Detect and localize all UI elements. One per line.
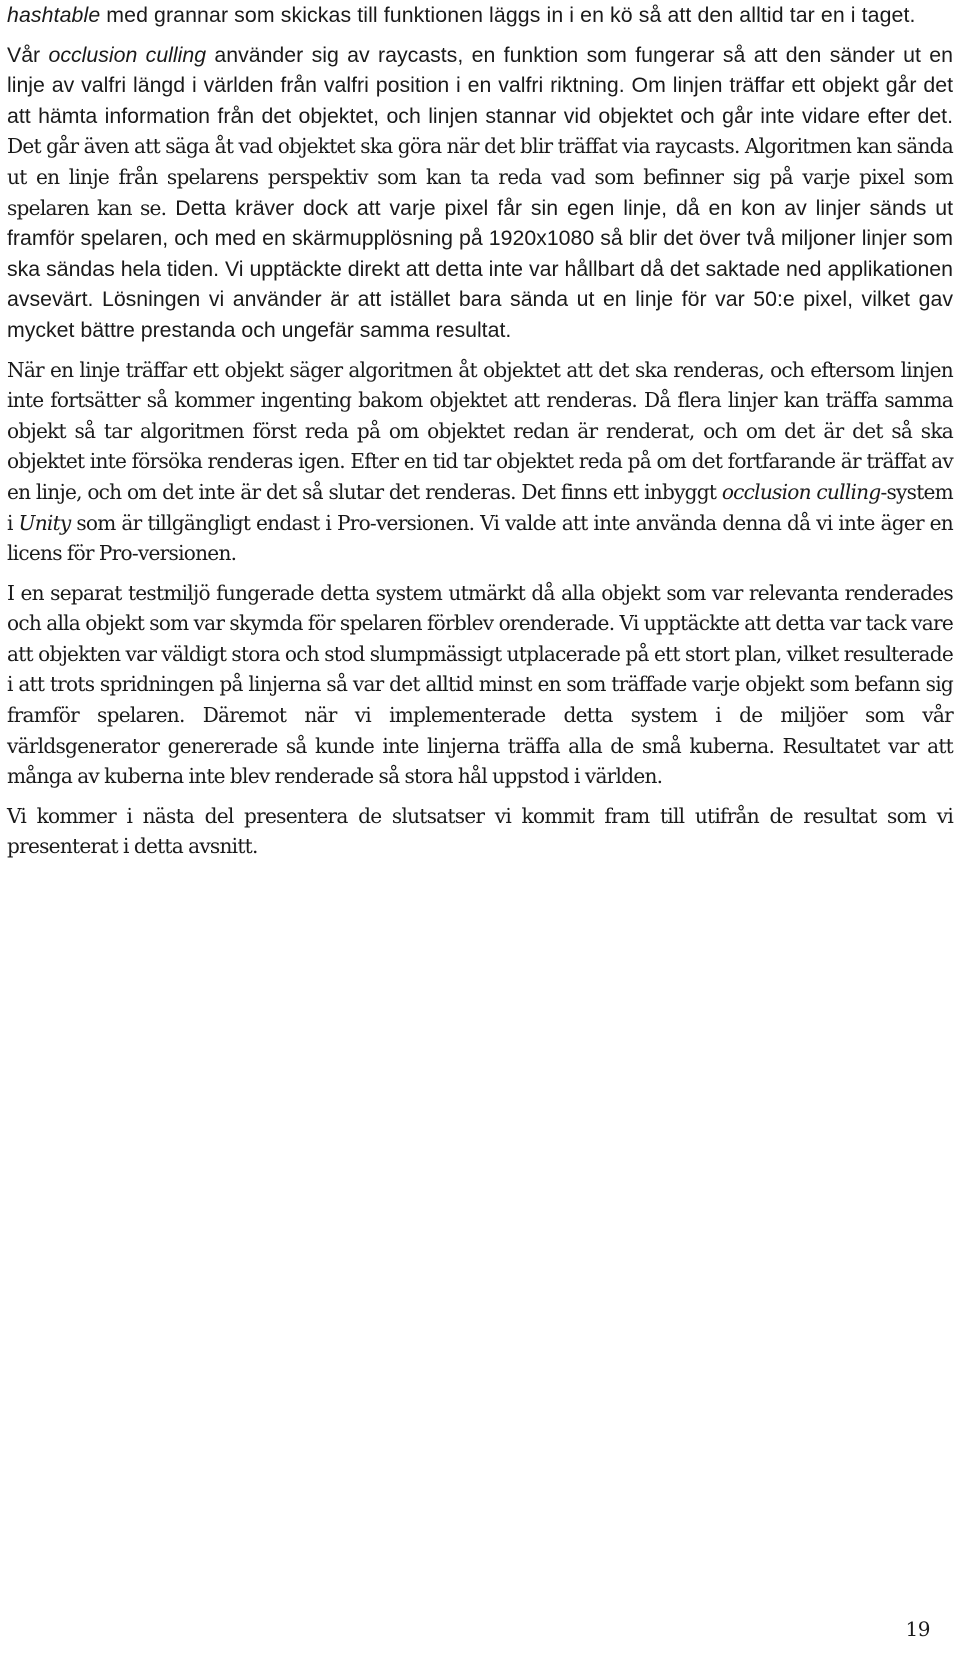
paragraph-1 (7, 0, 953, 31)
paragraph-3-text-a: När en linje träffar ett objekt säger algoritmen åt objektet att det ska renderas, och eftersom linjen inte fortsätter så kommer ingenting bakom objektet att renderas. Då flera linjer kan träffa samma objekt så tar algoritmen först reda på om objektet redan är renderat, och om det är det så ska objektet inte försöka renderas igen. Efter en tid tar objektet reda på om det fortfarande är träffat av en linje, och om det inte är det så slutar det renderas. Det finns ett inbyggt (7, 357, 953, 504)
paragraph-3-text-b: -system i (7, 479, 953, 535)
paragraph-3-text-c: som är tillgängligt endast i Pro-versionen. Vi valde att inte använda denna då vi inte äger en licens för Pro-versionen. (7, 510, 953, 566)
paragraph-3 (7, 355, 953, 569)
term-occlusion-culling-2: occlusion culling (721, 479, 881, 504)
term-hashtable: hashtable (7, 3, 101, 27)
paragraph-2-text-c: Det går även att säga åt vad objektet ska göra när det blir träffat via raycasts. Algoritmen kan sända ut en linje från spelarens perspektiv som kan ta reda vad som befinner sig på varje pixel som spelaren kan se. (7, 134, 953, 220)
term-occlusion-culling: occlusion culling (48, 42, 207, 67)
paragraph-5: Vi kommer i nästa del presentera de slutsatser vi kommit fram till utifrån de resultat som vi presenterat i detta avsnitt. (7, 803, 953, 859)
paragraph-2-text-d: Detta kräver dock att varje pixel får sin egen linje, då en kon av linjer sänds ut framför spelaren, och med en skärmupplösning på 1920x1080 så blir det över två miljoner linjer som ska sändas hela tiden. Vi upptäckte direkt att detta inte var hållbart då det saktade ned applikationen avsevärt. Lösningen vi använder är att istället bara sända ut en linje för var 50:e pixel, vilket gav mycket bättre prestanda och ungefär samma resultat. (7, 195, 953, 342)
paragraph-2 (7, 40, 953, 346)
term-unity: Unity (18, 510, 71, 535)
page-number: 19 (905, 1617, 930, 1641)
paragraph-1-text: med grannar som skickas till funktionen läggs in i en kö så att den alltid tar en i taget. (100, 3, 916, 27)
paragraph-2-text-a: Vår (7, 42, 49, 67)
document-page (7, 0, 953, 871)
paragraph-2-text-b: använder sig av raycasts, en funktion som fungerar så att den sänder ut en linje av valfri längd i världen från valfri position i en valfri riktning. Om linjen träffar ett objekt går det att hämta information från det objektet, och linjen stannar vid objektet och går inte vidare efter det. (7, 42, 953, 128)
paragraph-4: I en separat testmiljö fungerade detta system utmärkt då alla objekt som var relevanta renderades och alla objekt som var skymda för spelaren förblev orenderade. Vi upptäckte att detta var tack vare att objekten var väldigt stora och stod slumpmässigt utplacerade på ett stort plan, vilket resulterade i att trots spridningen på linjerna så var det alltid minst en som träffade varje objekt som befann sig framför spelaren. Däremot när vi implementerade detta system i de miljöer som vår världsgenerator genererade så kunde inte linjerna träffa alla de små kuberna. Resultatet var att många av kuberna inte blev renderade så stora hål uppstod i världen. (7, 580, 953, 789)
